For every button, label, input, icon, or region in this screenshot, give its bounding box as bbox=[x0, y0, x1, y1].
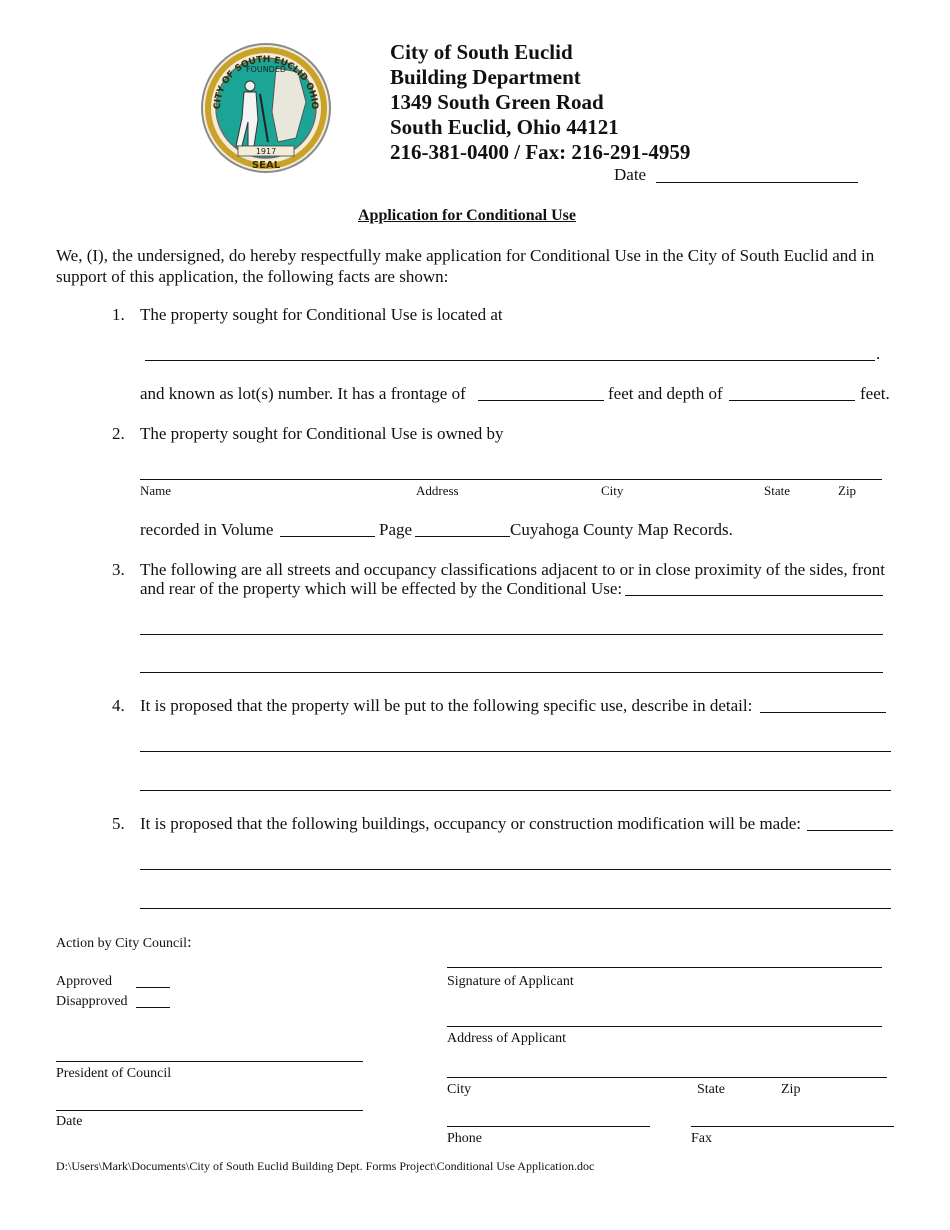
disapproved-field[interactable] bbox=[136, 1007, 170, 1008]
owner-state-label: State bbox=[764, 483, 790, 498]
applicant-signature-label: Signature of Applicant bbox=[447, 974, 574, 989]
item-5-number: 5. bbox=[112, 814, 125, 833]
date-field[interactable] bbox=[656, 182, 858, 183]
map-records-label: Cuyahoga County Map Records. bbox=[510, 520, 733, 539]
council-date-label: Date bbox=[56, 1114, 83, 1129]
volume-field[interactable] bbox=[280, 536, 375, 537]
applicant-zip-label: Zip bbox=[781, 1082, 801, 1097]
item-1-number: 1. bbox=[112, 305, 125, 324]
applicant-fax-label: Fax bbox=[691, 1131, 712, 1146]
specific-use-field-3[interactable] bbox=[140, 790, 891, 791]
page-field[interactable] bbox=[415, 536, 510, 537]
owner-name-label: Name bbox=[140, 483, 172, 498]
intro-line-2: support of this application, the following facts are shown: bbox=[56, 267, 449, 286]
applicant-phone-label: Phone bbox=[447, 1131, 482, 1146]
property-location-field[interactable] bbox=[145, 360, 875, 361]
disapproved-label: Disapproved bbox=[56, 994, 128, 1009]
modification-field-2[interactable] bbox=[140, 869, 891, 870]
owner-city-label: City bbox=[601, 483, 624, 498]
applicant-address-label: Address of Applicant bbox=[447, 1031, 566, 1046]
approved-field[interactable] bbox=[136, 987, 170, 988]
seal-year: 1917 bbox=[255, 147, 277, 156]
footer-file-path: D:\Users\Mark\Documents\City of South Euclid Building Dept. Forms Project\Conditional Use Application.doc bbox=[56, 1159, 595, 1173]
form-title: Application for Conditional Use bbox=[358, 207, 576, 224]
item-4-number: 4. bbox=[112, 696, 125, 715]
modification-field-3[interactable] bbox=[140, 908, 891, 909]
specific-use-field-2[interactable] bbox=[140, 751, 891, 752]
council-heading: Action by City Council: bbox=[56, 934, 192, 951]
seal-text-top: CITY OF SOUTH EUCLID OHIO bbox=[212, 54, 320, 110]
applicant-state-label: State bbox=[697, 1082, 725, 1097]
item-2-number: 2. bbox=[112, 424, 125, 443]
item-4-text: It is proposed that the property will be put to the following specific use, describe in detail: bbox=[140, 696, 753, 715]
seal-graphic bbox=[198, 42, 334, 174]
item-2-text: The property sought for Conditional Use is owned by bbox=[140, 424, 504, 443]
item-3-line-1: The following are all streets and occupancy classifications adjacent to or in close proximity of the sides, front bbox=[140, 560, 885, 579]
item-5-text: It is proposed that the following buildings, occupancy or construction modification will be made: bbox=[140, 814, 801, 833]
applicant-city-state-zip-field[interactable] bbox=[447, 1077, 887, 1078]
item-3-number: 3. bbox=[112, 560, 125, 579]
adjacent-streets-field-2[interactable] bbox=[140, 634, 883, 635]
applicant-fax-field[interactable] bbox=[691, 1126, 894, 1127]
city-name: City of South Euclid bbox=[390, 40, 573, 64]
council-heading-colon: : bbox=[187, 934, 192, 951]
frontage-field[interactable] bbox=[478, 400, 604, 401]
city-seal-logo bbox=[198, 42, 334, 174]
department-name: Building Department bbox=[390, 65, 581, 89]
feet-label: feet. bbox=[860, 384, 890, 403]
seal-text-bottom: SEAL bbox=[251, 160, 281, 171]
applicant-address-field[interactable] bbox=[447, 1026, 882, 1027]
city-state-zip: South Euclid, Ohio 44121 bbox=[390, 115, 619, 139]
specific-use-field-1[interactable] bbox=[760, 712, 886, 713]
recorded-volume-label: recorded in Volume bbox=[140, 520, 274, 539]
page-label: Page bbox=[379, 520, 413, 539]
owner-address-label: Address bbox=[416, 483, 459, 498]
modification-field-1[interactable] bbox=[807, 830, 893, 831]
street-address: 1349 South Green Road bbox=[390, 90, 604, 114]
adjacent-streets-field-1[interactable] bbox=[625, 595, 883, 596]
item-3-line-2: and rear of the property which will be effected by the Conditional Use: bbox=[140, 579, 623, 598]
president-label: President of Council bbox=[56, 1066, 172, 1081]
seal-text-founded: FOUNDED bbox=[245, 65, 287, 74]
date-label: Date bbox=[614, 165, 647, 184]
applicant-signature-field[interactable] bbox=[447, 967, 882, 968]
owner-field[interactable] bbox=[140, 479, 882, 480]
phone-fax: 216-381-0400 / Fax: 216-291-4959 bbox=[390, 140, 691, 164]
lot-frontage-label: and known as lot(s) number. It has a frontage of bbox=[140, 384, 466, 403]
owner-zip-label: Zip bbox=[838, 483, 857, 498]
council-date-field[interactable] bbox=[56, 1110, 363, 1111]
applicant-phone-field[interactable] bbox=[447, 1126, 650, 1127]
intro-line-1: We, (I), the undersigned, do hereby respectfully make application for Conditional Use in the City of South Euclid and in bbox=[56, 246, 875, 265]
president-signature-field[interactable] bbox=[56, 1061, 363, 1062]
depth-field[interactable] bbox=[729, 400, 855, 401]
applicant-city-label: City bbox=[447, 1082, 472, 1097]
item-1-text: The property sought for Conditional Use is located at bbox=[140, 305, 503, 324]
approved-label: Approved bbox=[56, 974, 112, 989]
item-1-period: . bbox=[876, 344, 881, 363]
adjacent-streets-field-3[interactable] bbox=[140, 672, 883, 673]
depth-label: feet and depth of bbox=[608, 384, 723, 403]
